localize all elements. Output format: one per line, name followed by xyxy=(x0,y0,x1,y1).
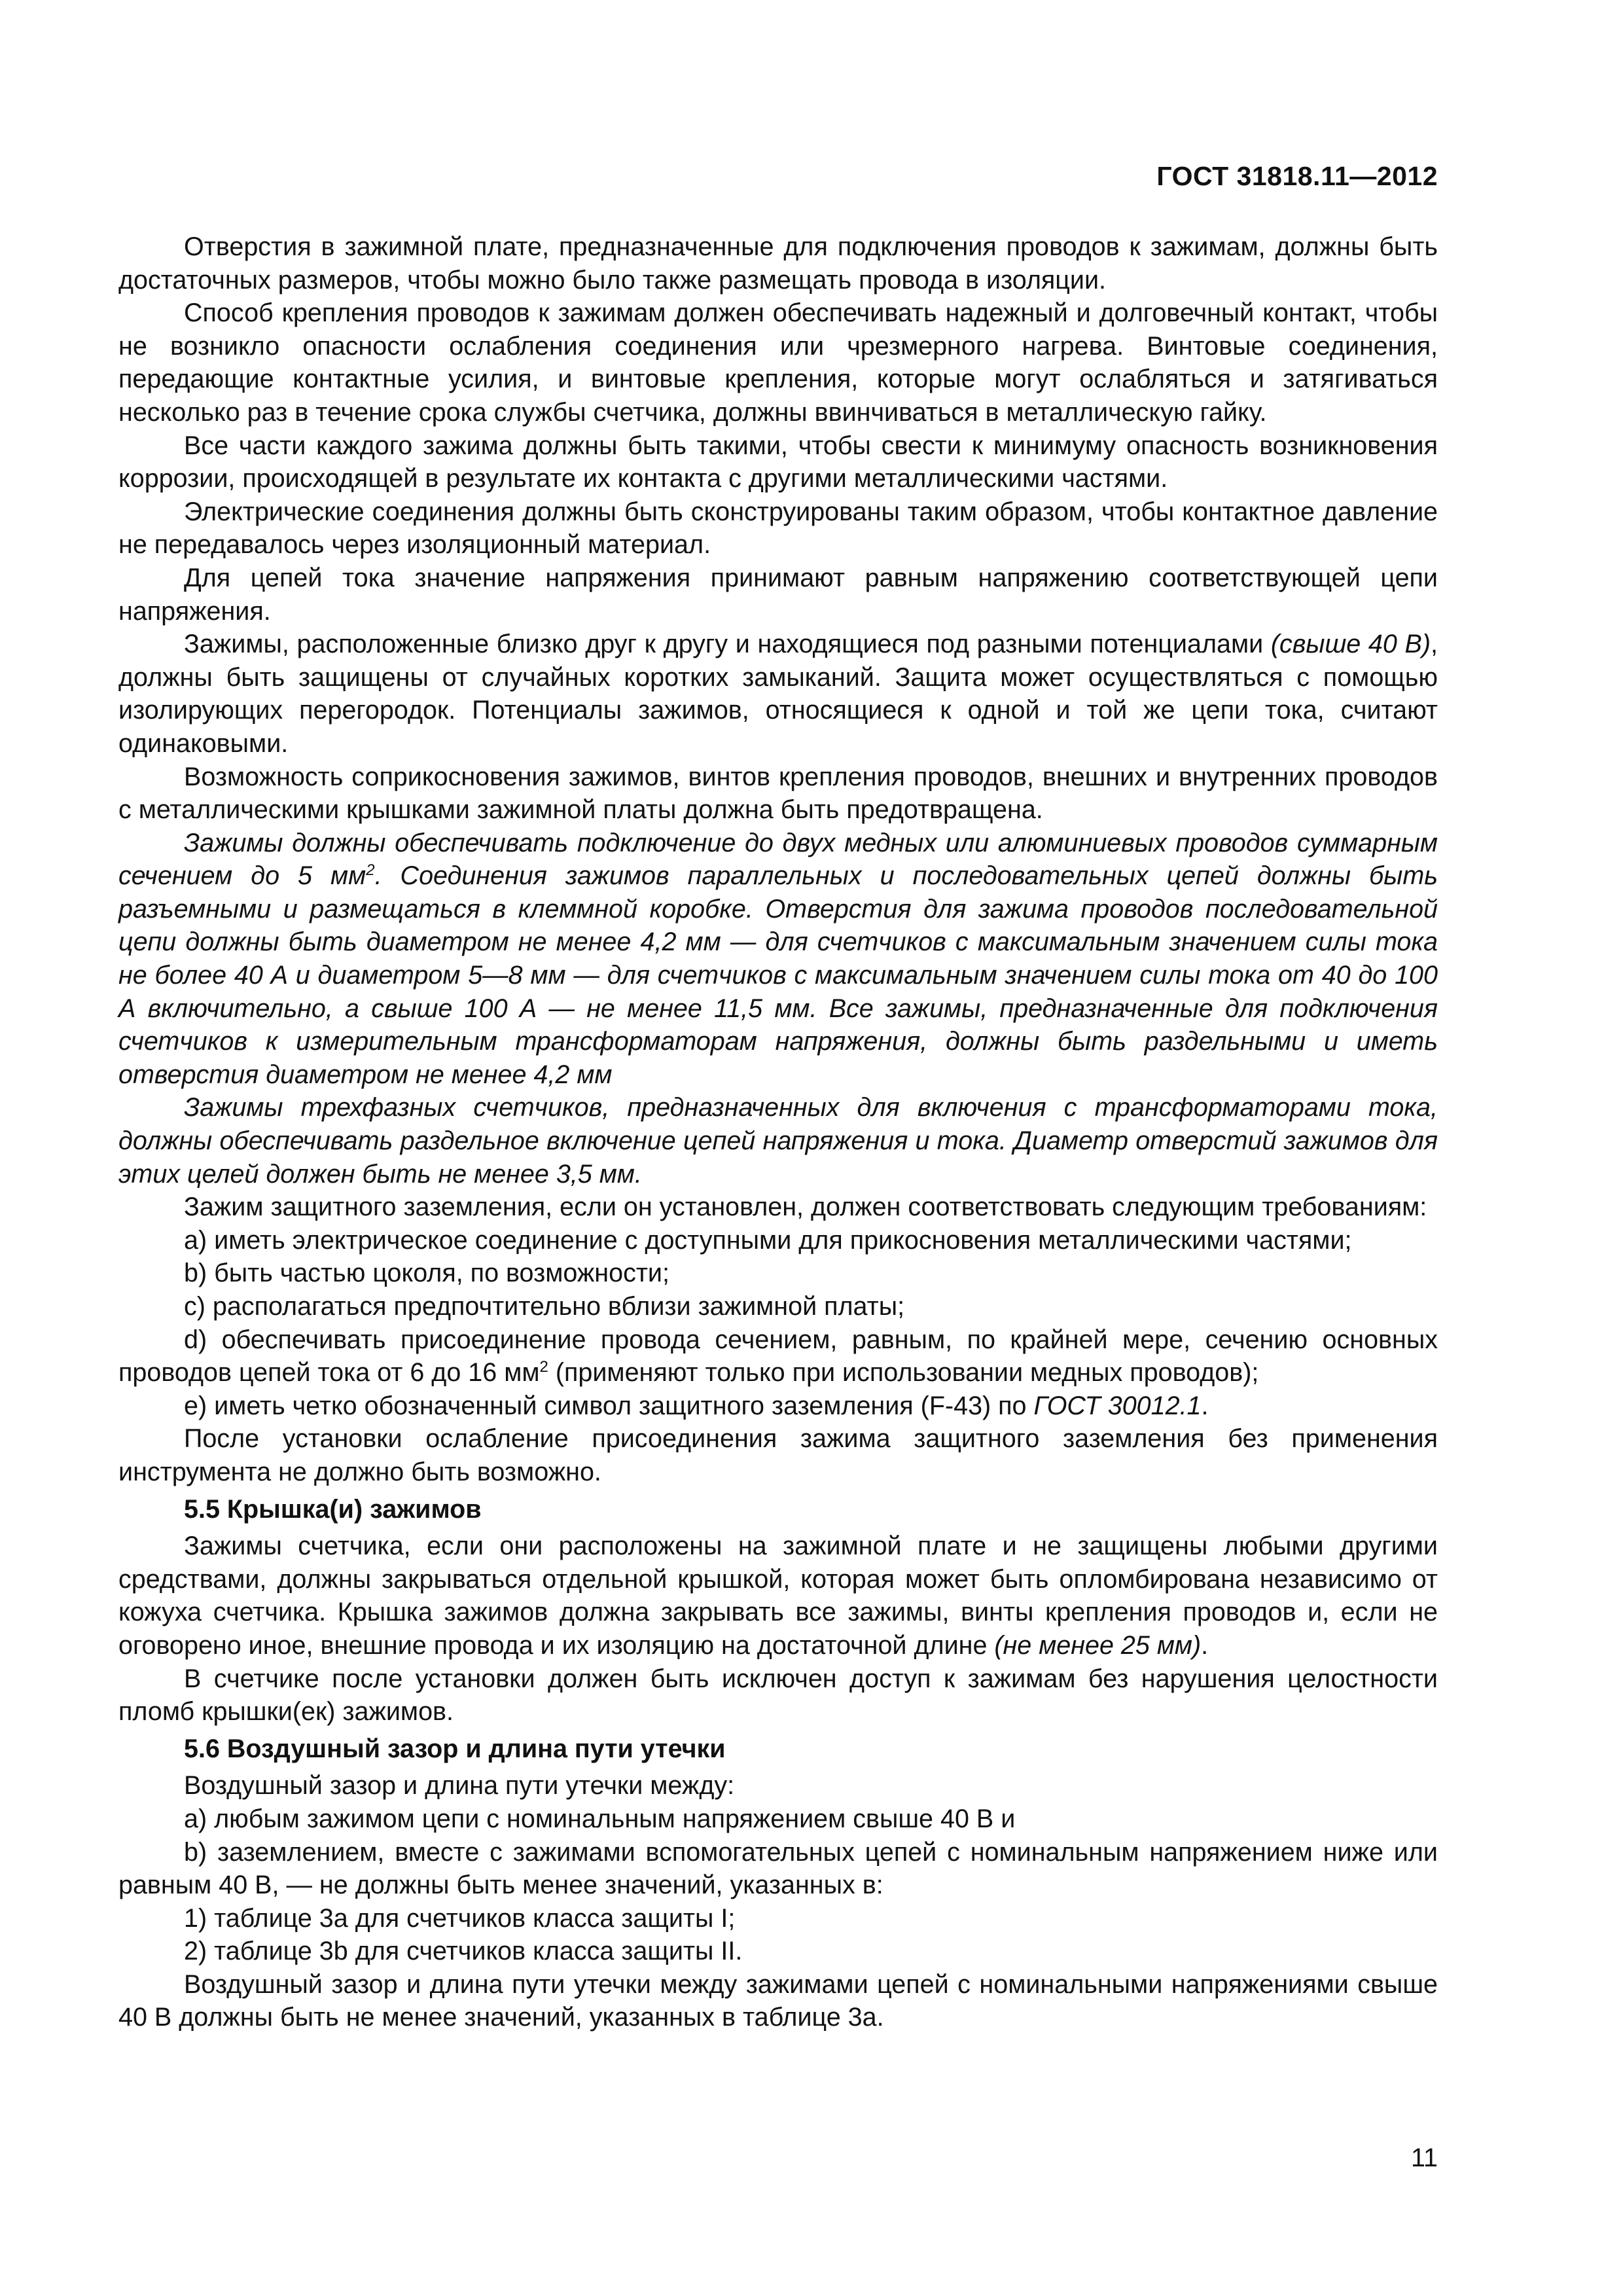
text-run: , должны быть защищены от случайных коротких замыканий. Защита может осуществляться с помощью изолирующих перегородок. Потенциалы зажимов, относящиеся к одной и той же цепи тока, считают одинаковыми. xyxy=(118,630,1438,758)
text-run: Зажимы счетчика, если они расположены на зажимной плате и не защищены любыми другими средствами, должны закрываться отдельной крышкой, которая может быть опломбирована независимо от кожуха счетчика. Крышка зажимов должна закрывать все зажимы, винты крепления проводов и, если не оговорено иное, внешние провода и их изоляцию на достаточной длине xyxy=(118,1532,1438,1660)
text-run: Зажимы должны обеспечивать подключение до двух медных или алюминиевых проводов суммарным сечением до 5 мм xyxy=(118,828,1438,891)
paragraph: В счетчике после установки должен быть исключен доступ к зажимам без нарушения целостности пломб крышки(ек) зажимов. xyxy=(118,1664,1438,1727)
paragraph xyxy=(118,1530,1438,1662)
italic-paragraph xyxy=(118,827,1438,1092)
paragraph: Воздушный зазор и длина пути утечки между: xyxy=(184,1771,735,1801)
paragraph xyxy=(118,628,1438,760)
list-item: 2) таблице 3b для счетчиков класса защиты II. xyxy=(184,1937,743,1966)
list-item: a) любым зажимом цепи с номинальным напряжением свыше 40 В и xyxy=(184,1804,1016,1833)
list-item: c) располагаться предпочтительно вблизи зажимной платы; xyxy=(184,1292,905,1321)
page-number: 11 xyxy=(1410,2144,1438,2172)
paragraph: Для цепей тока значение напряжения принимают равным напряжению соответствующей цепи напряжения. xyxy=(118,563,1438,626)
section-heading: 5.5 Крышка(и) зажимов xyxy=(184,1494,482,1524)
superscript: 2 xyxy=(366,861,375,880)
paragraph: Отверстия в зажимной плате, предназначенные для подключения проводов к зажимам, должны быть достаточных размеров, чтобы можно было также размещать провода в изоляции. xyxy=(118,232,1438,295)
italic-text-run: (свыше 40 В) xyxy=(1270,630,1431,659)
paragraph: Электрические соединения должны быть сконструированы таким образом, чтобы контактное давление не передавалось через изоляционный материал. xyxy=(118,497,1438,560)
paragraph: После установки ослабление присоединения зажима защитного заземления без применения инструмента не должно быть возможно. xyxy=(118,1424,1438,1486)
list-item: b) быть частью цоколя, по возможности; xyxy=(184,1259,669,1288)
list-item xyxy=(118,1323,1438,1390)
list-item xyxy=(118,1390,1438,1423)
text-run: d) обеспечивать присоединение провода сечением, равным, по крайней мере, сечению основных проводов цепей тока от 6 до 16 мм xyxy=(118,1325,1438,1388)
paragraph: Все части каждого зажима должны быть такими, чтобы свести к минимуму опасность возникновения коррозии, происходящей в результате их контакта с другими металлическими частями. xyxy=(118,431,1438,493)
text-run: Зажимы, расположенные близко друг к другу и находящиеся под разными потенциалами xyxy=(184,630,1271,659)
text-run: (применяют только при использовании медных проводов); xyxy=(548,1358,1259,1388)
text-run: . Соединения зажимов параллельных и последовательных цепей должны быть разъемными и размещаться в клеммной коробке. Отверстия для зажима проводов последовательной цепи должны быть диаметром не менее 4,2 мм — для счетчиков с максимальным значением силы тока не более 40 А и диаметром 5—8 мм — для счетчиков с максимальным значением силы тока от 40 до 100 А включительно, а свыше 100 А — не менее 11,5 мм. Все зажимы, предназначенные для подключения счетчиков к измерительным трансформаторам напряжения, должны быть раздельными и иметь отверстия диаметром не менее 4,2 мм xyxy=(118,861,1438,1089)
text-run: . xyxy=(1201,1391,1209,1420)
list-item: a) иметь электрическое соединение с доступными для прикосновения металлическими частями; xyxy=(184,1225,1352,1255)
paragraph: Возможность соприкосновения зажимов, винтов крепления проводов, внешних и внутренних проводов с металлическими крышками зажимной платы должна быть предотвращена. xyxy=(118,762,1438,825)
document-body xyxy=(118,230,1438,2034)
paragraph: Способ крепления проводов к зажимам должен обеспечивать надежный и долговечный контакт, чтобы не возникло опасности ослабления соединения или чрезмерного нагрева. Винтовые соединения, передающие контактные усилия, и винтовые крепления, которые могут ослабляться и затягиваться несколько раз в течение срока службы счетчика, должны ввинчиваться в металлическую гайку. xyxy=(118,298,1438,427)
text-run: . xyxy=(1201,1630,1209,1660)
list-item: 1) таблице 3а для счетчиков класса защиты I; xyxy=(184,1903,736,1933)
standard-designation: ГОСТ 31818.11—2012 xyxy=(1156,161,1438,191)
italic-paragraph: Зажимы трехфазных счетчиков, предназначенных для включения с трансформаторами тока, должны обеспечивать раздельное включение цепей напряжения и тока. Диаметр отверстий зажимов для этих целей должен быть не менее 3,5 мм. xyxy=(118,1093,1438,1189)
text-run: e) иметь четко обозначенный символ защитного заземления (F-43) по xyxy=(184,1391,1034,1420)
paragraph: Воздушный зазор и длина пути утечки между зажимами цепей с номинальными напряжениями свыше 40 В должны быть не менее значений, указанных в таблице 3а. xyxy=(118,1969,1438,2032)
paragraph: Зажим защитного заземления, если он установлен, должен соответствовать следующим требованиям: xyxy=(184,1193,1427,1222)
section-heading: 5.6 Воздушный зазор и длина пути утечки xyxy=(184,1734,726,1763)
standard-reference: ГОСТ 30012.1 xyxy=(1033,1391,1202,1420)
italic-text-run: (не менее 25 мм) xyxy=(994,1630,1202,1660)
list-item: b) заземлением, вместе с зажимами вспомогательных цепей с номинальным напряжением ниже или равным 40 В, — не должны быть менее значений, указанных в: xyxy=(118,1837,1438,1900)
superscript: 2 xyxy=(539,1358,548,1376)
